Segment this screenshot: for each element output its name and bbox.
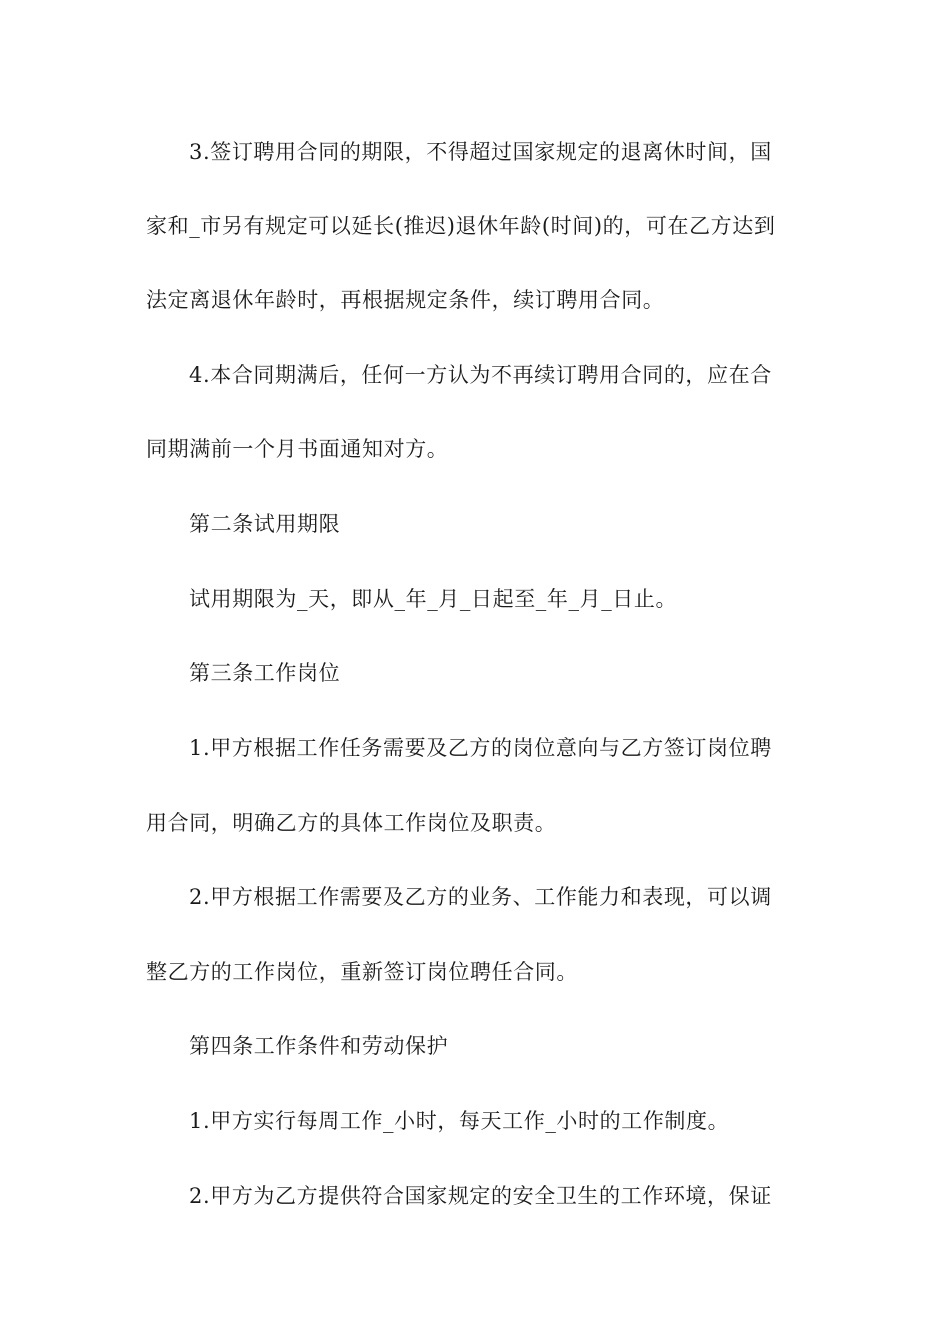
paragraph-line: 同期满前一个月书面通知对方。 <box>146 437 449 461</box>
paragraph-line: 1.甲方实行每周工作_小时，每天工作_小时的工作制度。 <box>189 1109 730 1133</box>
paragraph-line: 2.甲方根据工作需要及乙方的业务、工作能力和表现，可以调 <box>189 885 772 909</box>
section-heading: 第四条工作条件和劳动保护 <box>189 1034 449 1058</box>
section-heading: 第二条试用期限 <box>189 512 341 536</box>
paragraph-line: 用合同，明确乙方的具体工作岗位及职责。 <box>146 811 557 835</box>
paragraph-line: 整乙方的工作岗位，重新签订岗位聘任合同。 <box>146 960 578 984</box>
section-heading: 第三条工作岗位 <box>189 661 341 685</box>
paragraph-line: 家和_市另有规定可以延长(推迟)退休年龄(时间)的，可在乙方达到 <box>146 214 776 238</box>
paragraph-line: 1.甲方根据工作任务需要及乙方的岗位意向与乙方签订岗位聘 <box>189 736 772 760</box>
paragraph-line: 3.签订聘用合同的期限，不得超过国家规定的退离休时间，国 <box>189 140 772 164</box>
paragraph-line: 试用期限为_天，即从_年_月_日起至_年_月_日止。 <box>189 587 678 611</box>
paragraph-line: 法定离退休年龄时，再根据规定条件，续订聘用合同。 <box>146 288 665 312</box>
paragraph-line: 2.甲方为乙方提供符合国家规定的安全卫生的工作环境，保证 <box>189 1184 772 1208</box>
paragraph-line: 4.本合同期满后，任何一方认为不再续订聘用合同的，应在合 <box>189 363 772 387</box>
